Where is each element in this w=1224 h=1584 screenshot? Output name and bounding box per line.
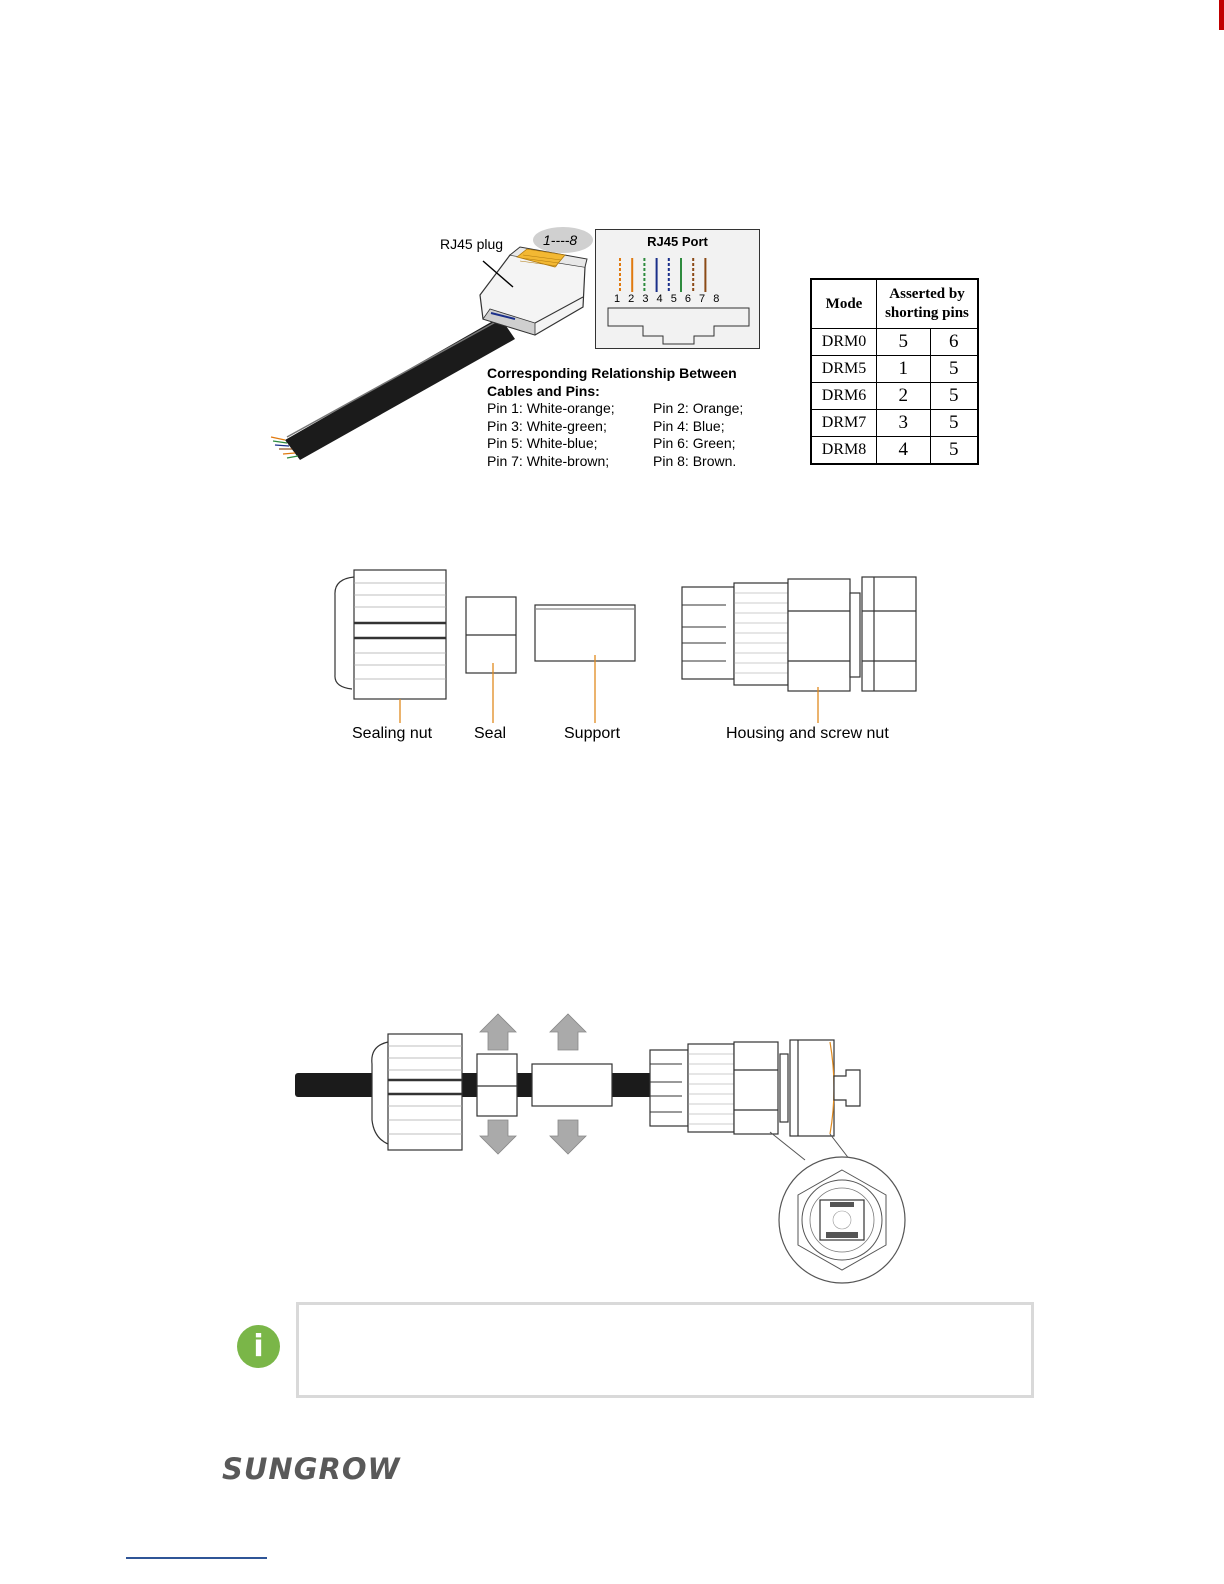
relationship-row [487,453,743,471]
pin-range-text: 1----8 [543,232,578,248]
pin-right: Pin 4: Blue; [653,417,725,434]
pin-left: Pin 7: White-brown; [487,452,610,469]
rj45-plug-body [480,247,587,335]
footer-line [126,1557,267,1559]
cable-pin-relationship [487,365,743,470]
pin-b-cell: 5 [930,383,978,410]
pin-left: Pin 1: White-orange; [487,400,615,416]
mode-cell: DRM5 [811,356,877,383]
note-box [296,1302,1034,1398]
connector-parts-illustration [330,565,920,730]
pin-a-cell: 2 [877,383,931,410]
mode-cell: DRM6 [811,383,877,410]
detail-view-circle [770,1132,905,1283]
arrow-up-icon [480,1014,516,1050]
seal-drawing [466,597,516,673]
sealing-nut-drawing [335,570,446,699]
housing-assembly [650,1040,860,1136]
header-asserted-line2: shorting pins [885,305,969,321]
header-asserted [877,279,979,329]
mode-cell: DRM0 [811,329,877,356]
arrow-down-icon [550,1120,586,1154]
pin-right: Pin 2: Orange; [653,400,744,416]
pin-b-cell: 5 [930,410,978,437]
relationship-heading-line2: Cables and Pins: [487,382,600,399]
support-assembly [532,1064,612,1106]
pin-a-cell: 1 [877,356,931,383]
mode-cell: DRM8 [811,437,877,465]
ethernet-cable [271,317,515,460]
rj45-plug-label: RJ45 plug [440,236,504,252]
arrow-up-icon [550,1014,586,1050]
table-row [811,383,978,410]
relationship-row [487,435,743,453]
page-edge-marker [1219,0,1224,30]
drm-mode-table [810,278,979,465]
housing-label: Housing and screw nut [726,725,889,742]
pin-left: Pin 5: White-blue; [487,435,598,451]
support-label: Support [564,725,621,742]
relationship-heading-line1: Corresponding Relationship Between [487,365,737,381]
table-row [811,356,978,383]
sealing-nut-assembly [372,1034,462,1150]
pin-a-cell: 4 [877,437,931,465]
header-mode: Mode [811,279,877,329]
pin-right: Pin 6: Green; [653,435,736,451]
pin-left: Pin 3: White-green; [487,417,607,434]
mode-cell: DRM7 [811,410,877,437]
relationship-row [487,400,743,418]
port-wires [596,230,761,350]
port-title: RJ45 Port [647,234,708,249]
pin-b-cell: 5 [930,356,978,383]
table-row [811,329,978,356]
pin-right: Pin 8: Brown. [653,452,737,469]
rj45-port-diagram [595,229,760,349]
connector-assembly-illustration [290,1010,910,1290]
relationship-row [487,418,743,436]
port-pin-numbers: 1 2 3 4 5 6 7 8 [614,293,722,305]
pin-a-cell: 3 [877,410,931,437]
pin-b-cell: 6 [930,329,978,356]
header-asserted-line1: Asserted by [889,286,965,302]
seal-assembly [477,1054,517,1116]
arrow-down-icon [480,1120,516,1154]
sealing-nut-label: Sealing nut [352,725,433,742]
info-icon: i [237,1325,280,1368]
support-drawing [535,605,635,661]
table-row [811,410,978,437]
jack-outline [608,308,749,344]
pin-a-cell: 5 [877,329,931,356]
seal-label: Seal [474,725,507,742]
pin-b-cell: 5 [930,437,978,465]
table-row [811,437,978,465]
housing-drawing [682,577,916,691]
sungrow-logo: SUNGROW [222,1452,401,1486]
